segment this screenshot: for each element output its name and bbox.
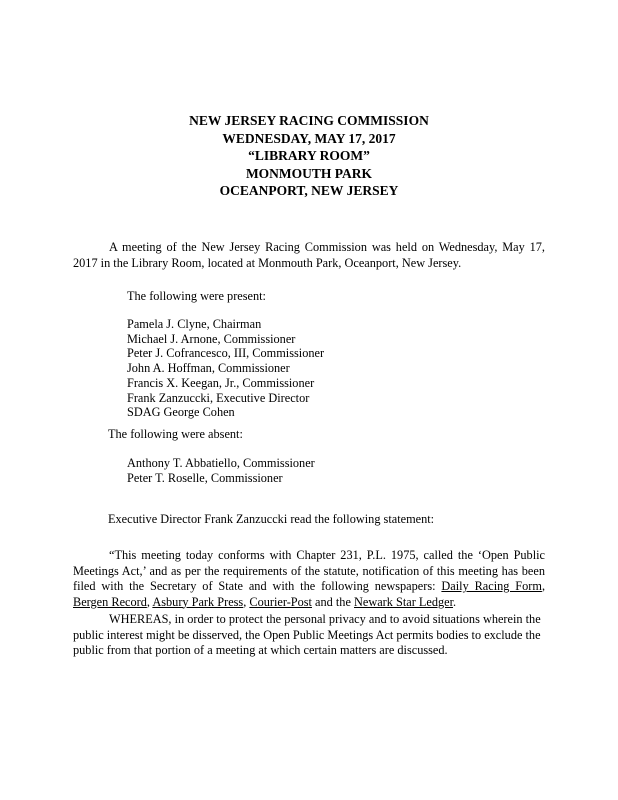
header-venue: MONMOUTH PARK bbox=[245, 165, 373, 181]
list-item: Francis X. Keegan, Jr., Commissioner bbox=[127, 375, 315, 390]
newspaper-courier-post: Courier-Post bbox=[249, 594, 312, 609]
list-item: Anthony T. Abbatiello, Commissioner bbox=[127, 456, 315, 470]
list-item: Frank Zanzuccki, Executive Director bbox=[127, 390, 310, 405]
statement-text: “This meeting today conforms with Chapter 231, P.L. 1975, called the ‘Open Public Meetings Act,’ and as per the requirements of the statute, notification of this meeting has been filed with the Secretary of State and with the following newspapers: bbox=[73, 548, 545, 593]
separator: , bbox=[146, 594, 153, 609]
list-item: Pamela J. Clyne, Chairman bbox=[127, 317, 262, 331]
present-heading: The following were present: bbox=[127, 289, 266, 303]
list-item: Michael J. Arnone, Commissioner bbox=[127, 331, 296, 346]
statement-intro: Executive Director Frank Zanzuccki read the following statement: bbox=[108, 512, 435, 526]
newspaper-newark-star-ledger: Newark Star Ledger bbox=[354, 594, 454, 609]
list-item: Peter J. Cofrancesco, III, Commissioner bbox=[127, 346, 325, 361]
list-item: John A. Hoffman, Commissioner bbox=[127, 361, 290, 376]
header-room: “LIBRARY ROOM” bbox=[248, 148, 370, 163]
header-location: OCEANPORT, NEW JERSEY bbox=[219, 183, 399, 198]
separator: , bbox=[243, 594, 250, 609]
intro-paragraph: A meeting of the New Jersey Racing Commission was held on Wednesday, May 17, 2017 in the Library Room, located at Monmouth Park, Oceanport, New Jersey. bbox=[73, 240, 545, 270]
newspaper-asbury-park-press: Asbury Park Press bbox=[152, 594, 244, 609]
separator: , bbox=[541, 579, 546, 593]
whereas-line: public interest might be disserved, the Open Public Meetings Act permits bodies to exclude the bbox=[73, 627, 541, 642]
absent-heading: The following were absent: bbox=[108, 427, 243, 441]
present-list bbox=[127, 317, 324, 420]
list-item: SDAG George Cohen bbox=[127, 405, 235, 420]
list-item: Peter T. Roselle, Commissioner bbox=[127, 470, 283, 485]
whereas-line: WHEREAS, in order to protect the personal privacy and to avoid situations wherein the bbox=[109, 612, 541, 626]
period: . bbox=[453, 594, 457, 609]
newspaper-bergen-record: Bergen Record bbox=[73, 594, 147, 609]
statement-paragraph bbox=[73, 548, 545, 610]
header-date: WEDNESDAY, MAY 17, 2017 bbox=[222, 130, 396, 146]
header-commission: NEW JERSEY RACING COMMISSION bbox=[189, 113, 429, 128]
whereas-line: public from that portion of a meeting at which certain matters are discussed. bbox=[73, 643, 448, 657]
whereas-paragraph bbox=[73, 612, 553, 659]
separator: and the bbox=[311, 594, 354, 609]
newspaper-daily-racing-form: Daily Racing Form bbox=[441, 579, 542, 593]
absent-list bbox=[127, 456, 315, 485]
document-header bbox=[0, 112, 618, 200]
